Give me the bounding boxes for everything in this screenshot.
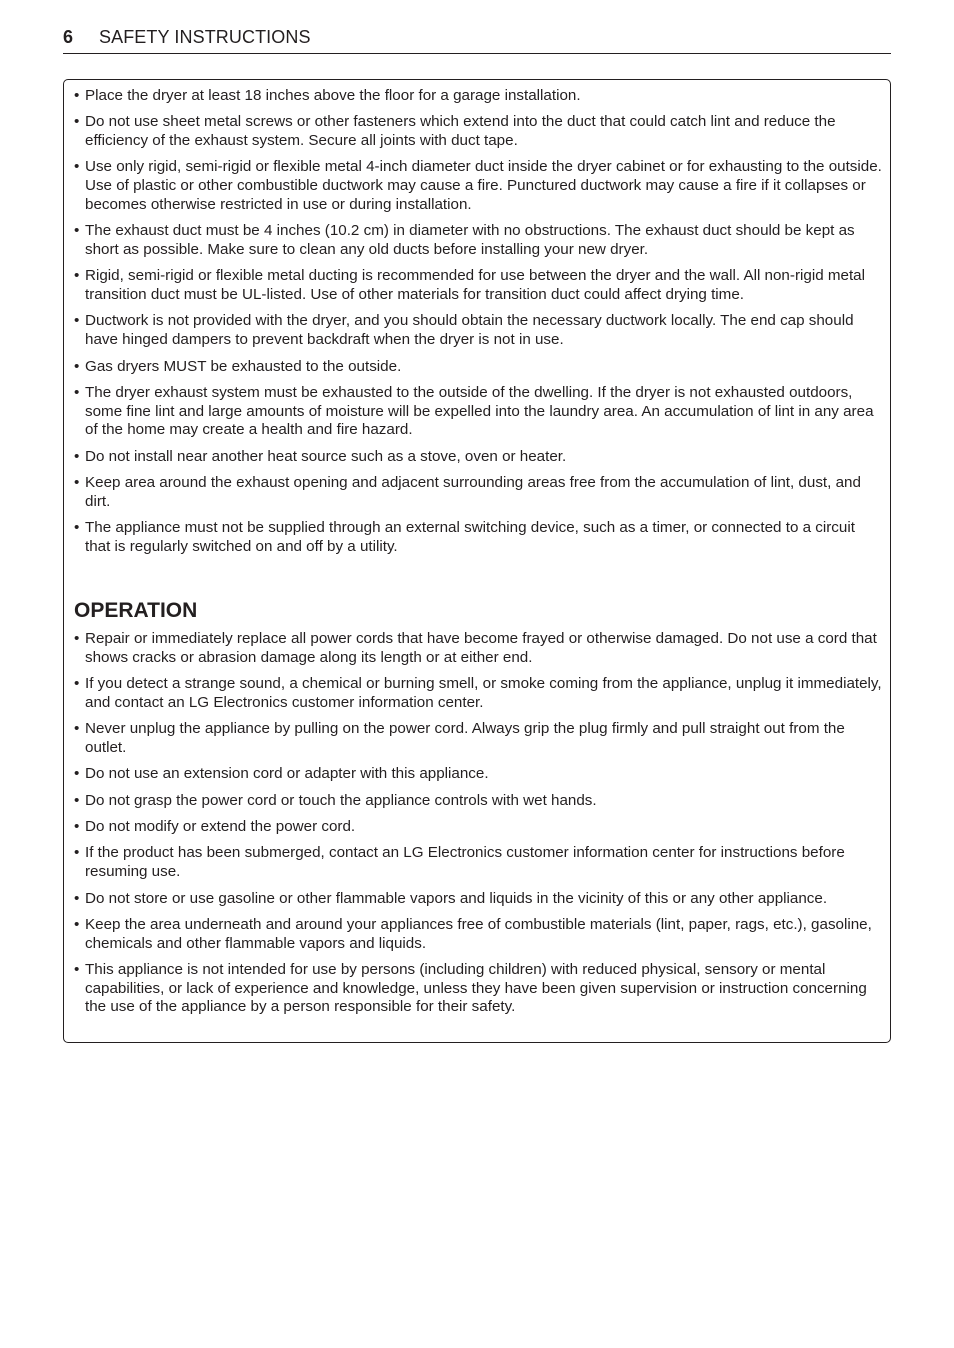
- bullet-icon: •: [74, 889, 80, 907]
- list-item: [74, 312, 882, 349]
- bullet-icon: •: [74, 87, 80, 104]
- bullet-icon: •: [74, 915, 80, 933]
- list-item-text: Keep area around the exhaust opening and adjacent surrounding areas free from the accumulation of lint, dust, and dirt.: [85, 474, 861, 510]
- list-item: [74, 890, 882, 909]
- list-item: [74, 630, 882, 667]
- bullet-icon: •: [74, 222, 80, 240]
- page-number: 6: [63, 27, 74, 47]
- list-item: [74, 358, 882, 377]
- list-item-text: Do not grasp the power cord or touch the appliance controls with wet hands.: [85, 791, 597, 809]
- list-item: [74, 720, 882, 757]
- list-item-text: Keep the area underneath and around your appliances free of combustible materials (lint, paper, rags, etc.), gasoline, chemicals and other flammable vapors and liquids.: [85, 915, 872, 952]
- list-item-text: Use only rigid, semi-rigid or flexible metal 4-inch diameter duct inside the dryer cabinet or for exhausting to the outside. Use of plastic or other combustible ductwork may cause a fire. Punctured ductwork may cause a fire if it collapses or becomes otherwise restricted in use or during installation.: [85, 158, 882, 213]
- list-item-text: The exhaust duct must be 4 inches (10.2 cm) in diameter with no obstructions. The exhaust duct should be kept as short as possible. Make sure to clean any old ducts before installing your new dryer.: [85, 222, 855, 258]
- list-item-text: Do not modify or extend the power cord.: [85, 818, 356, 836]
- installation-list: [74, 87, 882, 564]
- list-item: [74, 818, 882, 837]
- list-item: [74, 384, 882, 440]
- list-item: [74, 267, 882, 304]
- list-item: [74, 87, 882, 106]
- bullet-icon: •: [74, 357, 80, 375]
- list-item: [74, 675, 882, 712]
- list-item-text: Do not use sheet metal screws or other fasteners which extend into the duct that could catch lint and reduce the efficiency of the exhaust system. Secure all joints with duct tape.: [85, 113, 836, 150]
- bullet-icon: •: [74, 113, 80, 131]
- section-title: SAFETY INSTRUCTIONS: [99, 27, 311, 47]
- list-item: [74, 844, 882, 881]
- bullet-icon: •: [74, 630, 80, 647]
- list-item: [74, 474, 882, 511]
- safety-content-box: [63, 79, 891, 1043]
- bullet-icon: •: [74, 765, 80, 783]
- bullet-icon: •: [74, 312, 80, 330]
- operation-heading: OPERATION: [74, 599, 198, 622]
- list-item-text: If the product has been submerged, contact an LG Electronics customer information center for instructions before resuming use.: [85, 844, 845, 881]
- list-item-text: Do not use an extension cord or adapter with this appliance.: [85, 765, 489, 783]
- bullet-icon: •: [74, 791, 80, 809]
- list-item: [74, 519, 882, 556]
- bullet-icon: •: [74, 961, 80, 979]
- bullet-icon: •: [74, 519, 80, 537]
- bullet-icon: •: [74, 267, 80, 285]
- list-item-text: Do not install near another heat source such as a stove, oven or heater.: [85, 447, 567, 465]
- list-item: [74, 158, 882, 214]
- list-item: [74, 448, 882, 467]
- list-item-text: Repair or immediately replace all power cords that have become frayed or otherwise damaged. Do not use a cord that shows cracks or abrasion damage along its length or at either end.: [85, 630, 877, 666]
- list-item-text: The appliance must not be supplied through an external switching device, such as a timer, or connected to a circuit that is regularly switched on and off by a utility.: [85, 519, 855, 555]
- bullet-icon: •: [74, 720, 80, 738]
- list-item: [74, 222, 882, 259]
- list-item-text: Gas dryers MUST be exhausted to the outside.: [85, 357, 402, 375]
- list-item-text: This appliance is not intended for use by persons (including children) with reduced physical, sensory or mental capabilities, or lack of experience and knowledge, unless they have been given supervision or instruction concerning the use of the appliance by a person responsible for their safety.: [85, 961, 867, 1016]
- page-header: [63, 26, 891, 54]
- bullet-icon: •: [74, 447, 80, 465]
- bullet-icon: •: [74, 818, 80, 836]
- list-item: [74, 916, 882, 953]
- list-item-text: The dryer exhaust system must be exhausted to the outside of the dwelling. If the dryer is not exhausted outdoors, some fine lint and large amounts of moisture will be expelled into the laundry area. An accumulation of lint in any area of the home may create a health and fire hazard.: [85, 383, 874, 439]
- bullet-icon: •: [74, 474, 80, 492]
- bullet-icon: •: [74, 383, 80, 401]
- bullet-icon: •: [74, 158, 80, 176]
- bullet-icon: •: [74, 675, 80, 693]
- bullet-icon: •: [74, 844, 80, 862]
- list-item: [74, 765, 882, 784]
- list-item-text: Rigid, semi-rigid or flexible metal ducting is recommended for use between the dryer and the wall. All non-rigid metal transition duct must be UL-listed. Use of other materials for transition duct could affect drying time.: [85, 267, 865, 304]
- list-item: [74, 792, 882, 811]
- list-item-text: Never unplug the appliance by pulling on the power cord. Always grip the plug firmly and pull straight out from the outlet.: [85, 720, 845, 756]
- list-item-text: Do not store or use gasoline or other flammable vapors and liquids in the vicinity of this or any other appliance.: [85, 889, 828, 907]
- list-item-text: Place the dryer at least 18 inches above the floor for a garage installation.: [85, 87, 581, 104]
- operation-list: [74, 630, 882, 1025]
- list-item: [74, 961, 882, 1017]
- list-item-text: If you detect a strange sound, a chemical or burning smell, or smoke coming from the appliance, unplug it immediately, and contact an LG Electronics customer information center.: [85, 675, 882, 711]
- list-item-text: Ductwork is not provided with the dryer, and you should obtain the necessary ductwork locally. The end cap should have hinged dampers to prevent backdraft when the dryer is not in use.: [85, 312, 854, 349]
- list-item: [74, 113, 882, 150]
